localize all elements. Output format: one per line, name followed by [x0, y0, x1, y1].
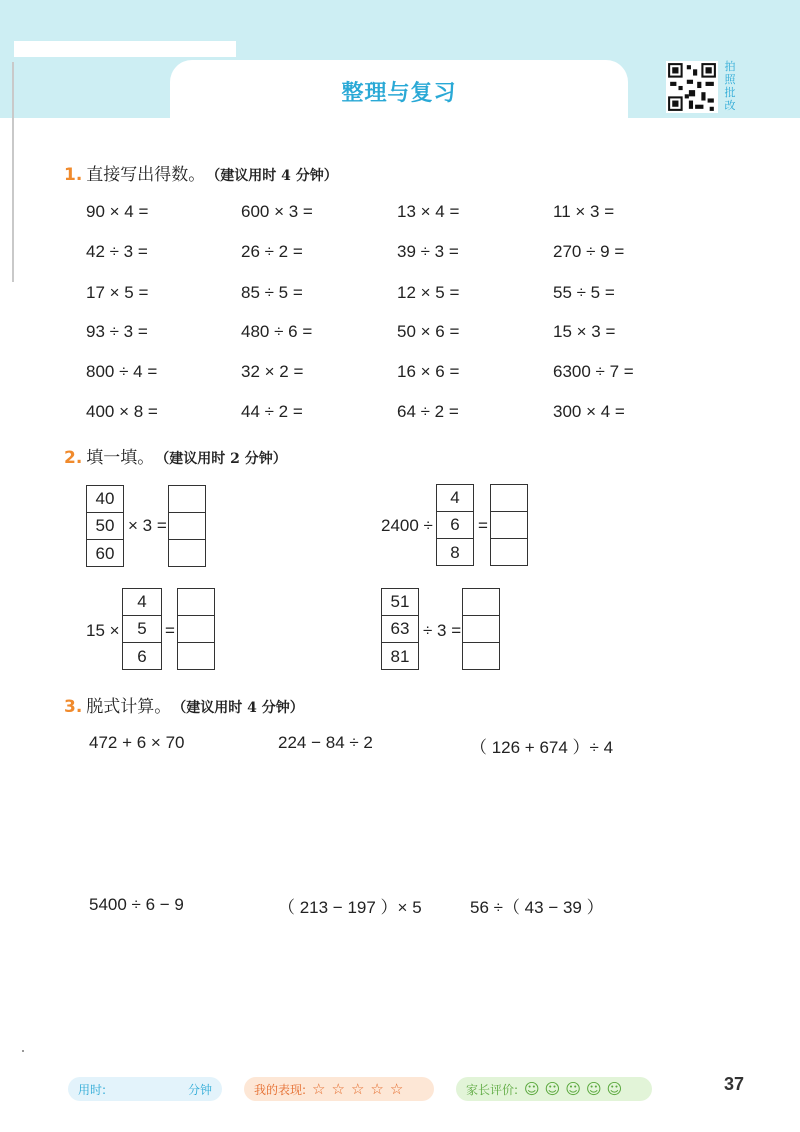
- given-number: 5: [123, 616, 161, 643]
- arithmetic-item: 400 × 8 =: [86, 402, 158, 421]
- section-1-heading: [64, 160, 338, 185]
- qr-caption-char: 照: [724, 73, 736, 86]
- given-number-column: [122, 588, 162, 670]
- section-number: 2.: [64, 448, 83, 468]
- self-rating-pill[interactable]: [244, 1077, 434, 1101]
- section-hint: （建议用时 4 分钟）: [213, 168, 338, 184]
- arithmetic-item: 11 × 3 =: [553, 202, 615, 221]
- given-number: 60: [95, 543, 115, 563]
- arithmetic-item: 90 × 4 =: [86, 202, 149, 221]
- star-rating-icon[interactable]: ☆☆☆☆☆: [312, 1080, 410, 1098]
- arithmetic-item: 26 ÷ 2 =: [241, 242, 303, 261]
- qr-code-icon[interactable]: [666, 61, 718, 113]
- arithmetic-item: 6300 ÷ 7 =: [553, 362, 634, 381]
- arithmetic-item: 17 × 5 =: [86, 283, 149, 302]
- arithmetic-item: 300 × 4 =: [553, 402, 625, 421]
- time-unit: 分钟: [187, 1082, 212, 1097]
- given-number: 8: [450, 542, 460, 562]
- given-number: 4: [123, 589, 161, 616]
- time-spent-pill[interactable]: [68, 1077, 222, 1101]
- answer-box[interactable]: [491, 539, 527, 566]
- time-label: 用时:: [78, 1082, 107, 1097]
- calculation-item: 56 ÷（ 43 − 39 ）: [470, 898, 604, 917]
- answer-box[interactable]: [463, 616, 499, 643]
- section-title: 填一填。: [86, 448, 155, 468]
- calculation-item: 224 − 84 ÷ 2: [278, 733, 373, 752]
- answer-column[interactable]: [168, 485, 206, 567]
- given-number: 63: [382, 616, 418, 643]
- page-number: 37: [724, 1074, 745, 1094]
- arithmetic-item: 600 × 3 =: [241, 202, 313, 221]
- arithmetic-item: 12 × 5 =: [397, 283, 460, 302]
- parent-rating-pill[interactable]: [456, 1077, 652, 1101]
- section-title: 直接写出得数。: [86, 165, 206, 185]
- arithmetic-item: 39 ÷ 3 =: [397, 242, 459, 261]
- qr-caption-char: 批: [724, 86, 736, 99]
- given-number: 6: [137, 646, 147, 666]
- section-hint: （建议用时 2 分钟）: [162, 451, 287, 467]
- arithmetic-item: 270 ÷ 9 =: [553, 242, 625, 261]
- arithmetic-item: 32 × 2 =: [241, 362, 304, 381]
- qr-caption-char: 拍: [724, 60, 736, 73]
- scan-dot: [22, 1050, 24, 1052]
- calculation-item: 5400 ÷ 6 − 9: [89, 895, 184, 914]
- calculation-item: 472 + 6 × 70: [89, 733, 185, 752]
- page-title: 整理与复习: [341, 81, 457, 106]
- smiley-face-icon[interactable]: ☺☺☺☺☺: [524, 1080, 628, 1098]
- header-strip: [14, 41, 236, 57]
- title-tab: [170, 60, 628, 120]
- given-number-column: [381, 588, 419, 670]
- operator-text: × 3 =: [128, 516, 167, 535]
- section-title: 脱式计算。: [86, 697, 172, 717]
- answer-box[interactable]: [463, 589, 499, 616]
- arithmetic-item: 15 × 3 =: [553, 322, 616, 341]
- operator-text: 2400 ÷: [381, 516, 433, 535]
- arithmetic-item: 13 × 4 =: [397, 202, 460, 221]
- answer-box[interactable]: [178, 643, 214, 670]
- operator-text: 15 ×: [86, 621, 120, 640]
- arithmetic-item: 93 ÷ 3 =: [86, 322, 148, 341]
- given-number: 6: [437, 512, 473, 539]
- given-number: 40: [87, 486, 123, 513]
- operator-text: ÷ 3 =: [423, 621, 462, 640]
- answer-box[interactable]: [178, 589, 214, 616]
- calculation-item: （ 213 − 197 ）× 5: [278, 898, 422, 917]
- operator-text: =: [165, 621, 175, 640]
- arithmetic-item: 480 ÷ 6 =: [241, 322, 313, 341]
- section-2-heading: [64, 443, 287, 468]
- arithmetic-item: 44 ÷ 2 =: [241, 402, 303, 421]
- answer-box[interactable]: [178, 616, 214, 643]
- given-number-column: [436, 484, 474, 566]
- section-hint: （建议用时 4 分钟）: [179, 700, 304, 716]
- answer-column[interactable]: [462, 588, 500, 670]
- given-number: 51: [382, 589, 418, 616]
- arithmetic-item: 16 × 6 =: [397, 362, 460, 381]
- performance-label: 我的表现:: [254, 1082, 307, 1097]
- arithmetic-item: 64 ÷ 2 =: [397, 402, 459, 421]
- qr-caption-char: 改: [724, 99, 736, 112]
- arithmetic-item: 800 ÷ 4 =: [86, 362, 158, 381]
- section-number: 1.: [64, 165, 83, 185]
- arithmetic-item: 50 × 6 =: [397, 322, 460, 341]
- answer-box[interactable]: [169, 540, 205, 567]
- arithmetic-item: 85 ÷ 5 =: [241, 283, 303, 302]
- given-number: 81: [390, 646, 410, 666]
- answer-box[interactable]: [491, 485, 527, 512]
- given-number: 4: [437, 485, 473, 512]
- qr-caption: [722, 60, 738, 112]
- binding-edge: [12, 62, 14, 282]
- section-3-heading: [64, 692, 304, 717]
- answer-box[interactable]: [491, 512, 527, 539]
- operator-text: =: [478, 516, 488, 535]
- arithmetic-item: 42 ÷ 3 =: [86, 242, 148, 261]
- answer-column[interactable]: [177, 588, 215, 670]
- parent-label: 家长评价:: [466, 1082, 519, 1097]
- section-number: 3.: [64, 697, 83, 717]
- given-number: 50: [87, 513, 123, 540]
- arithmetic-item: 55 ÷ 5 =: [553, 283, 615, 302]
- answer-column[interactable]: [490, 484, 528, 566]
- calculation-item: （ 126 + 674 ）÷ 4: [470, 738, 614, 757]
- given-number-column: [86, 485, 124, 567]
- answer-box[interactable]: [463, 643, 499, 670]
- answer-box[interactable]: [169, 486, 205, 513]
- answer-box[interactable]: [169, 513, 205, 540]
